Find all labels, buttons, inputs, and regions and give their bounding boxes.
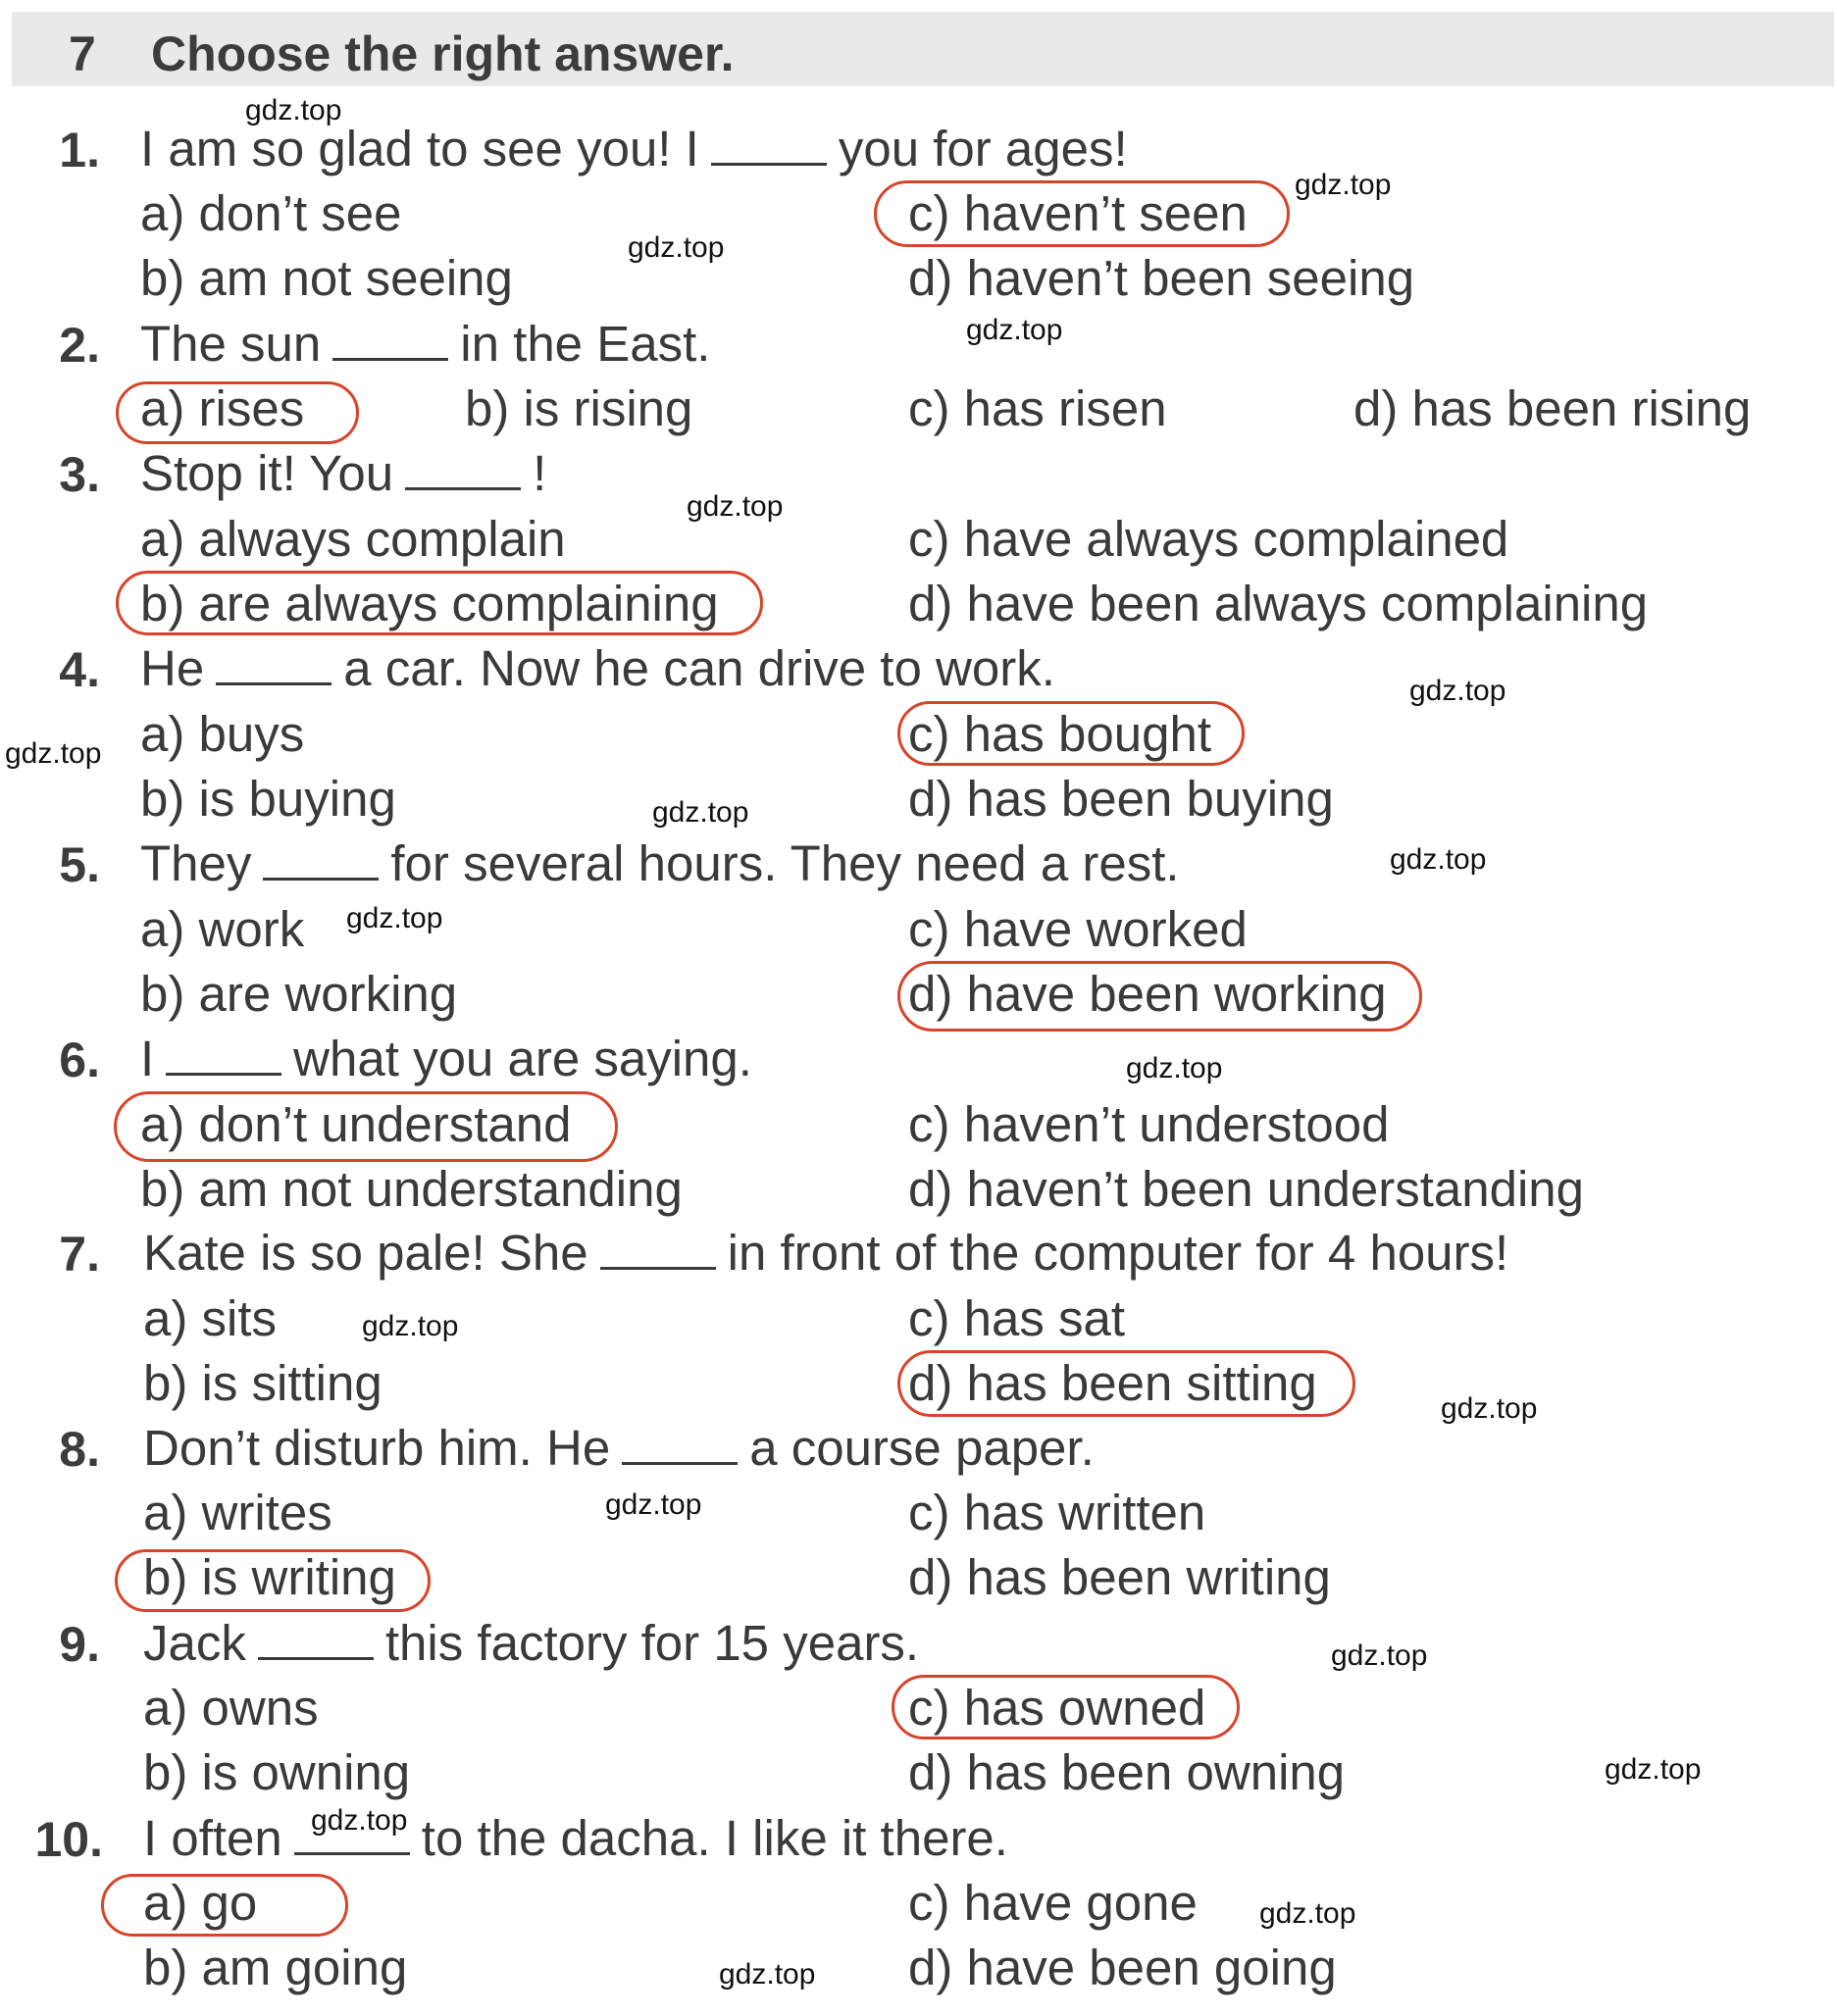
watermark: gdz.top — [1441, 1392, 1538, 1425]
option-c[interactable]: c) has owned — [908, 1680, 1206, 1736]
option-c[interactable]: c) has written — [908, 1485, 1206, 1540]
question-number: 9. — [59, 1617, 100, 1672]
option-a[interactable]: a) owns — [143, 1680, 319, 1736]
option-a[interactable]: a) don’t see — [140, 185, 402, 241]
option-b[interactable]: b) are working — [140, 966, 458, 1022]
option-d[interactable]: d) have been always complaining — [908, 576, 1649, 631]
option-d[interactable]: d) have been going — [908, 1940, 1337, 1995]
option-d[interactable]: d) has been sitting — [908, 1355, 1317, 1411]
watermark: gdz.top — [362, 1310, 459, 1342]
option-c[interactable]: c) has risen — [908, 380, 1167, 436]
answer-blank — [622, 1460, 738, 1465]
question-number: 6. — [59, 1033, 100, 1087]
question-text: I often to the dacha. I like it there. — [143, 1810, 1008, 1866]
watermark: gdz.top — [1259, 1897, 1356, 1930]
watermark: gdz.top — [1126, 1052, 1223, 1084]
question-number: 8. — [59, 1422, 100, 1477]
answer-blank — [405, 485, 521, 490]
watermark: gdz.top — [5, 737, 102, 770]
answer-blank — [711, 161, 827, 166]
selected-answer-circle — [892, 1675, 1240, 1739]
question-number: 4. — [59, 642, 100, 697]
option-a[interactable]: a) work — [140, 901, 305, 957]
question-text: I what you are saying. — [140, 1031, 752, 1086]
exercise-number: 7 — [69, 26, 96, 81]
answer-blank — [166, 1071, 281, 1076]
option-d[interactable]: d) have been working — [908, 966, 1387, 1022]
selected-answer-circle — [897, 701, 1245, 766]
answer-blank — [216, 680, 332, 685]
question-text: Stop it! You ! — [140, 445, 547, 501]
question-text: Don’t disturb him. He a course paper. — [143, 1420, 1095, 1476]
watermark: gdz.top — [1295, 169, 1392, 201]
question-number: 1. — [59, 123, 100, 177]
question-number: 2. — [59, 318, 100, 373]
watermark: gdz.top — [1331, 1639, 1428, 1672]
exercise-title: Choose the right answer. — [151, 26, 735, 81]
option-b[interactable]: b) is rising — [465, 380, 693, 436]
option-c[interactable]: c) have worked — [908, 901, 1248, 957]
selected-answer-circle — [116, 571, 763, 635]
option-d[interactable]: d) haven’t been seeing — [908, 250, 1415, 306]
watermark: gdz.top — [719, 1958, 816, 1991]
option-c[interactable]: c) have gone — [908, 1875, 1198, 1931]
question-number: 3. — [59, 447, 100, 502]
option-b[interactable]: b) is writing — [143, 1549, 396, 1605]
question-number: 5. — [59, 837, 100, 892]
option-d[interactable]: d) haven’t been understanding — [908, 1161, 1585, 1217]
watermark: gdz.top — [1390, 843, 1487, 876]
watermark: gdz.top — [1605, 1753, 1702, 1786]
watermark: gdz.top — [652, 796, 749, 829]
exercise-header — [12, 12, 1834, 86]
watermark: gdz.top — [628, 231, 725, 264]
watermark: gdz.top — [966, 314, 1063, 346]
option-c[interactable]: c) have always complained — [908, 511, 1509, 567]
answer-blank — [294, 1850, 410, 1855]
option-c[interactable]: c) has sat — [908, 1290, 1126, 1346]
option-d[interactable]: d) has been rising — [1353, 380, 1752, 436]
option-a[interactable]: a) buys — [140, 706, 305, 762]
question-number: 10. — [34, 1812, 103, 1867]
selected-answer-circle — [116, 381, 359, 444]
option-a[interactable]: a) always complain — [140, 511, 566, 567]
selected-answer-circle — [115, 1549, 431, 1612]
option-b[interactable]: b) is buying — [140, 771, 396, 827]
option-a[interactable]: a) sits — [143, 1290, 278, 1346]
option-d[interactable]: d) has been writing — [908, 1549, 1331, 1605]
option-c[interactable]: c) haven’t understood — [908, 1096, 1390, 1152]
selected-answer-circle — [897, 1350, 1355, 1417]
option-b[interactable]: b) is sitting — [143, 1355, 383, 1411]
selected-answer-circle — [101, 1874, 348, 1937]
option-d[interactable]: d) has been buying — [908, 771, 1334, 827]
watermark: gdz.top — [687, 490, 784, 523]
answer-blank — [600, 1265, 716, 1270]
watermark: gdz.top — [311, 1804, 408, 1837]
answer-blank — [258, 1655, 374, 1660]
question-number: 7. — [59, 1227, 100, 1282]
option-b[interactable]: b) are always complaining — [140, 576, 719, 631]
watermark: gdz.top — [346, 902, 443, 934]
option-a[interactable]: a) writes — [143, 1485, 332, 1540]
question-text: They for several hours. They need a rest. — [140, 835, 1180, 891]
option-a[interactable]: a) don’t understand — [140, 1096, 572, 1152]
selected-answer-circle — [114, 1091, 618, 1162]
answer-blank — [263, 876, 379, 881]
option-a[interactable]: a) rises — [140, 380, 305, 436]
selected-answer-circle — [897, 961, 1422, 1032]
option-b[interactable]: b) is owning — [143, 1744, 411, 1800]
option-c[interactable]: c) has bought — [908, 706, 1212, 762]
watermark: gdz.top — [1409, 675, 1506, 707]
watermark: gdz.top — [245, 94, 342, 126]
question-text: Jack this factory for 15 years. — [143, 1615, 920, 1671]
question-text: He a car. Now he can drive to work. — [140, 640, 1055, 696]
option-c[interactable]: c) haven’t seen — [908, 185, 1248, 241]
question-text: The sun in the East. — [140, 316, 711, 372]
question-text: Kate is so pale! She in front of the computer for 4 hours! — [143, 1225, 1509, 1281]
option-b[interactable]: b) am not understanding — [140, 1161, 683, 1217]
question-text: I am so glad to see you! I you for ages! — [140, 121, 1128, 176]
option-b[interactable]: b) am not seeing — [140, 250, 513, 306]
option-d[interactable]: d) has been owning — [908, 1744, 1346, 1800]
answer-blank — [332, 356, 448, 361]
option-a[interactable]: a) go — [143, 1875, 258, 1931]
option-b[interactable]: b) am going — [143, 1940, 408, 1995]
watermark: gdz.top — [605, 1488, 702, 1521]
selected-answer-circle — [874, 180, 1290, 247]
